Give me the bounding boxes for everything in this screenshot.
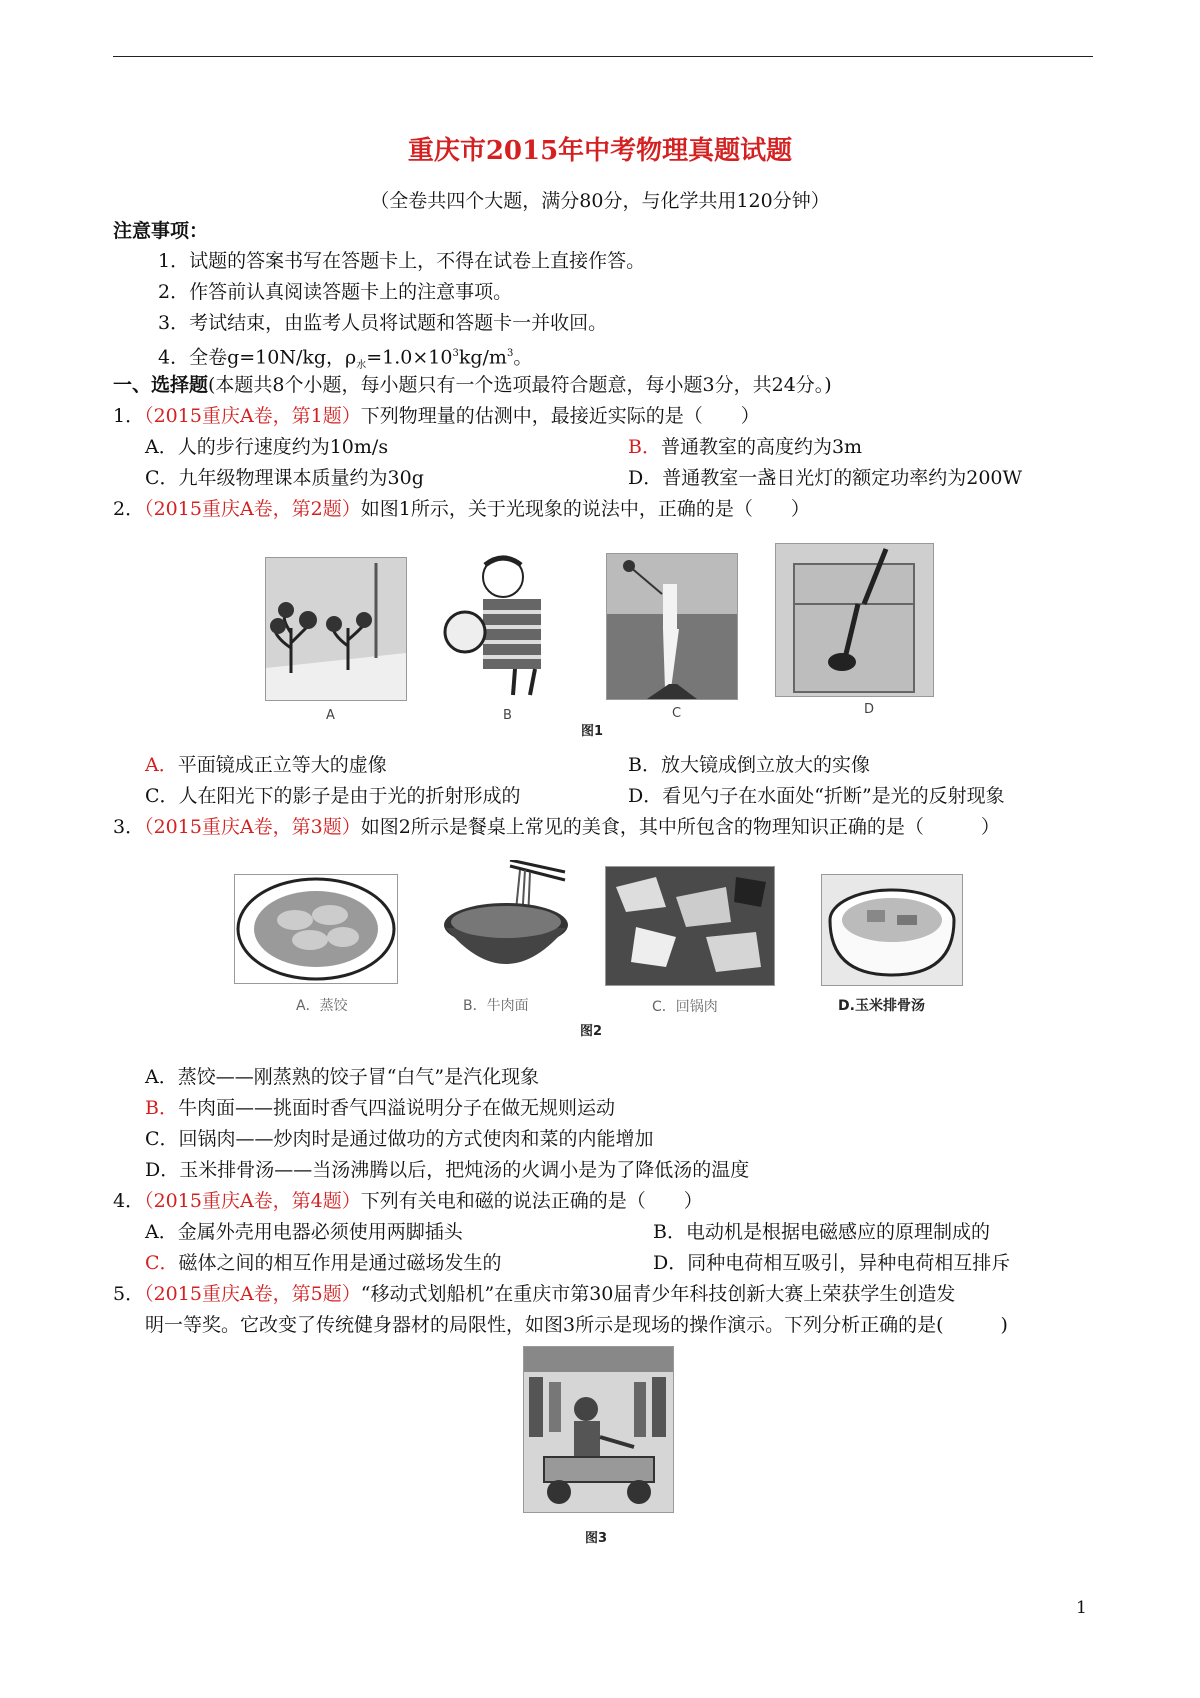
notes-heading: 注意事项： xyxy=(113,220,209,242)
figure-2-image-d xyxy=(821,874,963,986)
question-3-stem: 3．（2015重庆A卷，第3题）如图2所示是餐桌上常见的美食，其中所包含的物理知识正确的是（ ） xyxy=(113,816,1000,838)
note-item-3: 3．考试结束，由监考人员将试题和答题卡一并收回。 xyxy=(158,312,608,334)
page-subtitle: （全卷共四个大题，满分80分，与化学共用120分钟） xyxy=(370,190,830,212)
q1-option-d: D．普通教室一盏日光灯的额定功率约为200W xyxy=(628,467,1023,489)
golfer-shadow-illustration xyxy=(607,554,737,699)
boy-magnifier-illustration xyxy=(435,547,565,697)
twice-cooked-pork-illustration xyxy=(606,867,774,985)
question-source: （2015重庆A卷，第4题） xyxy=(144,1190,361,1212)
q3-option-d: D．玉米排骨汤——当汤沸腾以后，把炖汤的火调小是为了降低汤的温度 xyxy=(145,1159,750,1181)
question-source: （2015重庆A卷，第5题） xyxy=(144,1283,361,1305)
figure-1-image-b xyxy=(435,547,565,697)
q2-option-c: C．人在阳光下的影子是由于光的折射形成的 xyxy=(145,785,521,807)
figure-2-label-a: A．蒸饺 xyxy=(296,998,348,1014)
mirror-plants-illustration xyxy=(266,558,406,700)
figure-3-caption: 图3 xyxy=(585,1531,608,1546)
question-source: （2015重庆A卷，第1题） xyxy=(144,405,361,427)
figure-2-image-a xyxy=(234,874,398,984)
figure-2-label-d: D.玉米排骨汤 xyxy=(838,998,925,1014)
spoon-in-water-illustration xyxy=(776,544,933,696)
steamed-dumplings-illustration xyxy=(235,875,397,983)
corn-rib-soup-illustration xyxy=(822,875,962,985)
q1-option-a: A．人的步行速度约为10m/s xyxy=(145,436,389,458)
question-source: （2015重庆A卷，第2题） xyxy=(144,498,361,520)
page-number: 1 xyxy=(1076,1598,1087,1618)
q4-option-d: D．同种电荷相互吸引，异种电荷相互排斥 xyxy=(653,1252,1011,1274)
figure-2-label-b: B．牛肉面 xyxy=(463,998,529,1014)
note-item-1: 1．试题的答案书写在答题卡上，不得在试卷上直接作答。 xyxy=(158,250,646,272)
section-heading: 一、选择题(本题共8个小题，每小题只有一个选项最符合题意，每小题3分，共24分。) xyxy=(113,374,832,396)
q4-option-c: C．磁体之间的相互作用是通过磁场发生的 xyxy=(145,1252,502,1274)
question-5-stem-cont: 明一等奖。它改变了传统健身器材的局限性，如图3所示是现场的操作演示。下列分析正确的是( ) xyxy=(145,1314,1008,1336)
question-2-stem: 2．（2015重庆A卷，第2题）如图1所示，关于光现象的说法中，正确的是（ ） xyxy=(113,498,810,520)
q2-option-b: B．放大镜成倒立放大的实像 xyxy=(628,754,870,776)
q3-option-c: C．回锅肉——炒肉时是通过做功的方式使肉和菜的内能增加 xyxy=(145,1128,654,1150)
note-item-4: 4．全卷g=10N/kg，$\rho_水=1.0\times 10^3kg/m^3$。 xyxy=(158,346,533,372)
figure-1-image-a xyxy=(265,557,407,701)
note-item-2: 2．作答前认真阅读答题卡上的注意事项。 xyxy=(158,281,513,303)
q2-option-a: A．平面镜成正立等大的虚像 xyxy=(145,754,387,776)
question-source: （2015重庆A卷，第3题） xyxy=(144,816,361,838)
rowing-machine-photo-illustration xyxy=(524,1347,673,1512)
beef-noodles-illustration xyxy=(440,860,572,985)
q1-option-c: C．九年级物理课本质量约为30g xyxy=(145,467,424,489)
figure-1-caption: 图1 xyxy=(581,724,604,739)
q4-option-b: B．电动机是根据电磁感应的原理制成的 xyxy=(653,1221,990,1243)
question-1-stem: 1．（2015重庆A卷，第1题）下列物理量的估测中，最接近实际的是（ ） xyxy=(113,405,760,427)
figure-2-caption: 图2 xyxy=(580,1024,603,1039)
figure-1-label-a: A xyxy=(326,708,335,723)
question-4-stem: 4．（2015重庆A卷，第4题）下列有关电和磁的说法正确的是（ ） xyxy=(113,1190,703,1212)
figure-3-image xyxy=(523,1346,674,1513)
question-5-stem: 5．（2015重庆A卷，第5题）“移动式划船机”在重庆市第30届青少年科技创新大赛上荣获学生创造发 xyxy=(113,1283,956,1305)
figure-2-image-c xyxy=(605,866,775,986)
figure-1-image-c xyxy=(606,553,738,700)
figure-2-label-c: C．回锅肉 xyxy=(652,999,718,1015)
q2-option-d: D．看见勺子在水面处“折断”是光的反射现象 xyxy=(628,785,1005,807)
header-rule xyxy=(113,56,1093,57)
q3-option-a: A．蒸饺——刚蒸熟的饺子冒“白气”是汽化现象 xyxy=(145,1066,540,1088)
q3-option-b: B．牛肉面——挑面时香气四溢说明分子在做无规则运动 xyxy=(145,1097,615,1119)
figure-1-label-d: D xyxy=(864,702,875,717)
figure-1-label-b: B xyxy=(503,708,512,723)
page-title: 重庆市2015年中考物理真题试题 xyxy=(407,136,793,166)
q4-option-a: A．金属外壳用电器必须使用两脚插头 xyxy=(145,1221,463,1243)
figure-1-label-c: C xyxy=(672,706,682,721)
figure-1-image-d xyxy=(775,543,934,697)
q1-option-b: B．普通教室的高度约为3m xyxy=(628,436,863,458)
figure-2-image-b xyxy=(440,860,572,985)
